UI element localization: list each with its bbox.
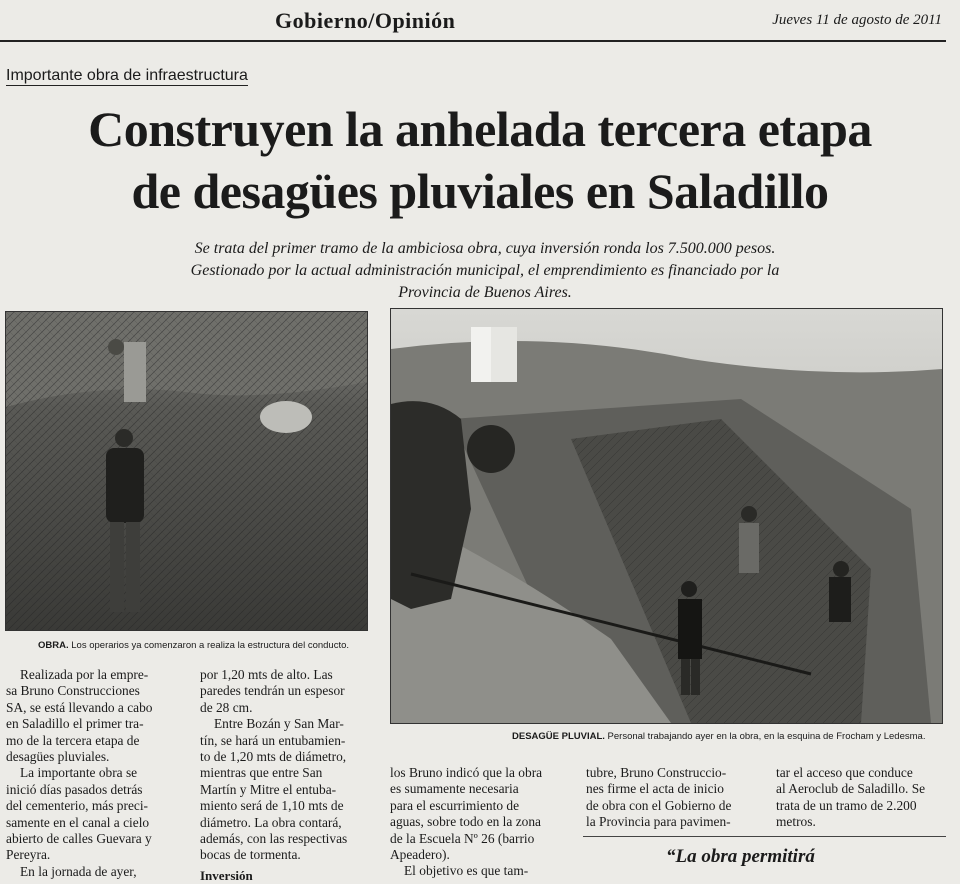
article-kicker: Importante obra de infraestructura xyxy=(6,67,248,84)
body-column-1 xyxy=(6,667,181,880)
col5-line: trata de un tramo de 2.200 xyxy=(776,797,917,813)
col1-line: sa Bruno Construcciones xyxy=(6,683,140,699)
col2-line: bocas de tormenta. xyxy=(200,847,301,863)
subhead-line-1: Se trata del primer tramo de la ambiciosa obra, cuya inversión ronda los 7.500.000 pesos. xyxy=(194,240,776,257)
col3-line: para el escurrimiento de xyxy=(390,797,520,813)
col3-line: es sumamente necesaria xyxy=(390,781,519,797)
col1-line: en Saladillo el primer tra- xyxy=(6,716,144,732)
col1-line: abierto de calles Guevara y xyxy=(6,831,152,847)
col1-line: Realizada por la empre- xyxy=(20,667,149,682)
col5-line: al Aeroclub de Saladillo. Se xyxy=(776,781,926,797)
pullquote: “La obra permitirá xyxy=(666,846,815,867)
article-subhead xyxy=(100,238,870,304)
col1-line: mo de la tercera etapa de xyxy=(6,732,140,748)
section-title: Gobierno/Opinión xyxy=(275,8,456,33)
col2-line: de 28 cm. xyxy=(200,699,253,715)
col1-line: Pereyra. xyxy=(6,847,51,863)
photo-drainage-works xyxy=(390,308,943,724)
col1-line: samente en el canal a cielo xyxy=(6,814,150,830)
article-headline xyxy=(40,98,920,222)
subhead-line-2: Gestionado por la actual administración municipal, el emprendimiento es financiado por la xyxy=(190,262,780,279)
col4-line: nes firme el acta de inicio xyxy=(586,781,724,797)
col3-line: aguas, sobre todo en la zona xyxy=(390,814,541,830)
body-column-3 xyxy=(390,765,568,880)
col2-line: Entre Bozán y San Mar- xyxy=(214,716,344,732)
body-column-5 xyxy=(776,765,948,831)
caption-right-text: Personal trabajando ayer en la obra, en la esquina de Frocham y Ledesma. xyxy=(604,731,926,742)
col2-line: diámetro. La obra contará, xyxy=(200,814,342,830)
pullquote-rule xyxy=(583,836,946,837)
subhead-line-3: Provincia de Buenos Aires. xyxy=(398,284,572,301)
issue-date: Jueves 11 de agosto de 2011 xyxy=(772,12,942,28)
col3-line: El objetivo es que tam- xyxy=(404,863,529,879)
caption-left-text: Los operarios ya comenzaron a realiza la estructura del conducto. xyxy=(68,640,350,651)
col5-line: tar el acceso que conduce xyxy=(776,765,913,780)
col1-line: desagües pluviales. xyxy=(6,749,110,765)
caption-left xyxy=(38,640,349,651)
body-column-2 xyxy=(200,667,372,884)
col3-line: los Bruno indicó que la obra xyxy=(390,765,543,780)
caption-right xyxy=(512,731,925,742)
col4-line: la Provincia para pavimen- xyxy=(586,814,731,830)
col1-line: La importante obra se xyxy=(20,765,138,781)
col4-line: de obra con el Gobierno de xyxy=(586,797,732,813)
col1-line: SA, se está llevando a cabo xyxy=(6,699,153,715)
col2-line: to de 1,20 mts de diámetro, xyxy=(200,749,347,765)
section-subtitle-inversion: Inversión xyxy=(200,867,253,883)
col2-line: Martín y Mitre el entuba- xyxy=(200,781,337,797)
col2-line: además, con las respectivas xyxy=(200,831,348,847)
caption-right-label: DESAGÜE PLUVIAL. xyxy=(512,731,605,742)
col2-line: por 1,20 mts de alto. Las xyxy=(200,667,333,682)
col3-line: de la Escuela Nº 26 (barrio xyxy=(390,830,535,846)
col3-line: Apeadero). xyxy=(390,847,450,863)
headline-line-2: de desagües pluviales en Saladillo xyxy=(131,163,829,219)
body-column-4 xyxy=(586,765,762,831)
col5-line: metros. xyxy=(776,814,816,830)
col1-line: En la jornada de ayer, xyxy=(20,863,137,879)
col4-line: tubre, Bruno Construccio- xyxy=(586,765,727,780)
col1-line: del cementerio, más preci- xyxy=(6,798,149,814)
col2-line: miento será de 1,10 mts de xyxy=(200,798,344,814)
photo-workers-trench xyxy=(5,311,368,631)
col1-line: inició días pasados detrás xyxy=(6,781,143,797)
col2-line: mientras que entre San xyxy=(200,765,323,781)
col2-line: paredes tendrán un espesor xyxy=(200,683,345,699)
header-rule xyxy=(0,40,946,42)
col2-line: tín, se hará un entubamien- xyxy=(200,732,346,748)
headline-line-1: Construyen la anhelada tercera etapa xyxy=(88,101,872,157)
caption-left-label: OBRA. xyxy=(38,640,69,651)
